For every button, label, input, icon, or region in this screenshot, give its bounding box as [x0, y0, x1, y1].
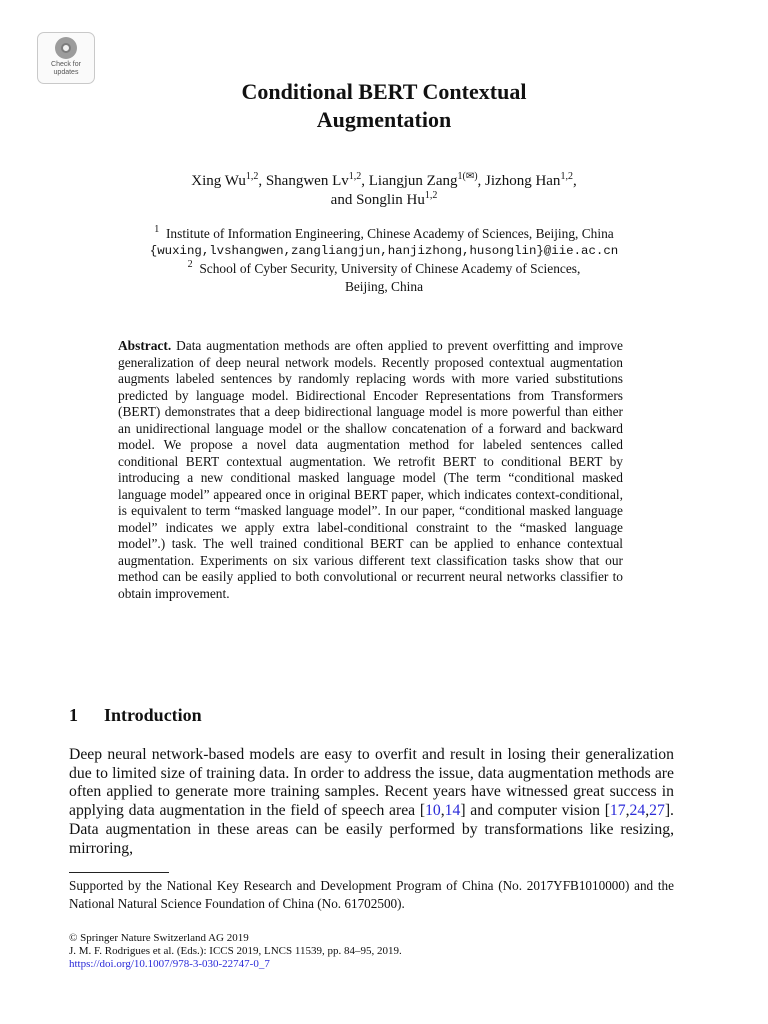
badge-line-2: updates — [53, 69, 79, 76]
affiliation-number: 2 — [187, 259, 193, 270]
intro-paragraph — [69, 746, 674, 858]
citation-link[interactable]: 10 — [425, 802, 441, 820]
badge-line-1: Check for — [51, 61, 81, 68]
author-separator: , — [572, 173, 577, 189]
affiliations — [60, 225, 708, 295]
author-name: Shangwen Lv — [265, 173, 349, 189]
citation-separator: , — [625, 802, 630, 820]
abstract-label: Abstract. — [118, 338, 172, 353]
author-emails: {wuxing,lvshangwen,zangliangjun,hanjizhong,husonglin}@iie.ac.cn — [149, 243, 619, 258]
citation-link[interactable]: 14 — [444, 802, 461, 820]
section-title: Introduction — [104, 705, 202, 725]
citation-link[interactable]: 27 — [649, 802, 665, 820]
footnote-divider — [69, 872, 169, 873]
affiliation-text: Institute of Information Engineering, Chinese Academy of Sciences, Beijing, China — [165, 226, 614, 241]
author-affiliation-mark: 1,2 — [348, 171, 362, 182]
funding-footnote: Supported by the National Key Research and Development Program of China (No. 2017YFB1010000) and the National Natural Science Foundation of China (No. 61702500). — [69, 878, 674, 911]
author-name: and Songlin Hu — [330, 192, 425, 208]
citation-separator: , — [645, 802, 650, 820]
title-line-2: Augmentation — [316, 107, 452, 132]
title-line-1: Conditional BERT Contextual — [241, 79, 527, 104]
affiliation-text: School of Cyber Security, University of Chinese Academy of Sciences, — [199, 261, 581, 276]
section-heading — [69, 705, 202, 726]
author-name: Xing Wu — [191, 173, 246, 189]
section-number: 1 — [69, 705, 78, 725]
author-name: Jizhong Han — [485, 173, 561, 189]
author-name: Liangjun Zang — [368, 173, 458, 189]
check-for-updates-badge[interactable] — [37, 32, 95, 84]
intro-text: Deep neural network-based models are easy to overfit and result in losing their generalization due to limited size of training data. In order to address the issue, data augmentation methods are often applied to generate more training samples. Recent years have witnessed great success in applying data augmentation in the field of speech area [ — [69, 746, 674, 820]
citation-separator: , — [440, 802, 445, 820]
affiliation-1 — [60, 225, 708, 243]
citation-link[interactable]: 24 — [629, 802, 646, 820]
author-line-1 — [84, 172, 684, 191]
author-affiliation-mark: 1,2 — [424, 190, 438, 201]
abstract-text: Data augmentation methods are often applied to prevent overfitting and improve generalization of deep neural network models. Recently proposed contextual augmentation augments labeled sentences by randomly replacing words with more varied substitutions predicted by language model. Bidirectional Encoder Representations from Transformers (BERT) demonstrates that a deep bidirectional language model is more powerful than either an unidirectional language model or the shallow concatenation of a forward and backward model. We propose a novel data augmentation method for labeled sentences called conditional BERT contextual augmentation. We retrofit BERT to conditional BERT by introducing a new conditional masked language model (The term “conditional masked language model” appeared once in original BERT paper, which indicates context-conditional, is equivalent to term “masked language model”. In our paper, “conditional masked language model” indicates we apply extra label-conditional constraint to the “masked language model”.) task. The well trained conditional BERT can be applied to enhance contextual augmentation. Experiments on six various different text classification tasks show that our method can be easily applied to both convolutional or recurrent neural networks classifier to obtain improvement. — [118, 338, 623, 601]
citation-line: J. M. F. Rodrigues et al. (Eds.): ICCS 2019, LNCS 11539, pp. 84–95, 2019. — [69, 945, 402, 957]
author-separator: , — [477, 173, 486, 189]
intro-text: ]. Data augmentation in these areas can be easily performed by transformations like resizing, mirroring, — [69, 802, 674, 857]
doi-link[interactable]: https://doi.org/10.1007/978-3-030-22747-0_7 — [69, 958, 270, 970]
author-list — [84, 172, 684, 210]
author-affiliation-mark: 1(✉) — [457, 171, 478, 182]
copyright-line: © Springer Nature Switzerland AG 2019 — [69, 932, 249, 944]
author-separator: , — [361, 173, 369, 189]
affiliation-2-line-2: Beijing, China — [344, 278, 424, 294]
author-line-2 — [84, 191, 684, 210]
check-updates-icon — [55, 37, 77, 59]
intro-text: ] and computer vision [ — [460, 802, 610, 820]
author-affiliation-mark: 1,2 — [560, 171, 573, 182]
abstract — [118, 338, 623, 602]
affiliation-2 — [60, 260, 708, 278]
author-affiliation-mark: 1,2 — [245, 171, 259, 182]
citation-link[interactable]: 17 — [609, 802, 626, 820]
affiliation-number: 1 — [154, 224, 160, 235]
paper-title — [84, 78, 684, 134]
publication-info — [69, 932, 674, 971]
author-separator: , — [258, 173, 266, 189]
